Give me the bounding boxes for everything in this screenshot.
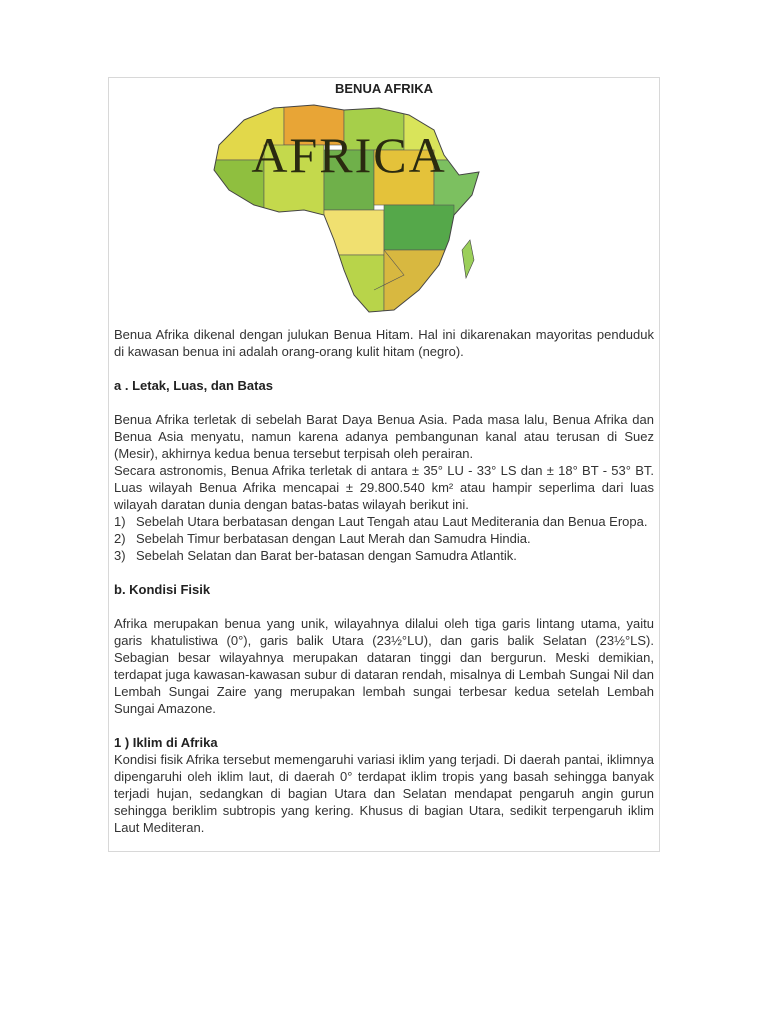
section-b-paragraph: Afrika merupakan benua yang unik, wilayahnya dilalui oleh tiga garis lintang utama, yaitu garis khatulistiwa (0°), garis balik Utara (23½°LU), dan garis balik Selatan (23½°LS). Sebagian besar wilayahnya merupakan dataran tinggi dan bergurun. Meski demikian, terdapat juga kawasan-kawasan subur di dataran rendah, misalnya di Lembah Sungai Nil dan Lembah Sungai Zaire yang merupakan lembah sungai terbesar kedua setelah Lembah Sungai Amazone. <box>114 616 654 716</box>
list-number: 1) <box>114 514 126 529</box>
section-1-heading: 1 ) Iklim di Afrika <box>114 735 218 750</box>
list-number: 2) <box>114 531 126 546</box>
document-page <box>108 77 660 852</box>
list-number: 3) <box>114 548 126 563</box>
section-1-paragraph: Kondisi fisik Afrika tersebut memengaruhi variasi iklim yang terjadi. Di daerah pantai, iklimnya dipengaruhi oleh iklim laut, di daerah 0° terdapat iklim tropis yang basah sehingga banyak terjadi hujan, sedangkan di bagian Utara dan Selatan mendapat pengaruh angin gurun sehingga beriklim subtropis yang kering. Khusus di bagian Utara, sedikit terpengaruh iklim Laut Mediteran. <box>114 752 654 835</box>
page-title: BENUA AFRIKA <box>335 81 433 96</box>
section-b-heading: b. Kondisi Fisik <box>114 582 211 597</box>
list-text: Sebelah Timur berbatasan dengan Laut Merah dan Samudra Hindia. <box>136 531 531 546</box>
section-a-paragraph-2: Secara astronomis, Benua Afrika terletak di antara ± 35° LU - 33° LS dan ± 18° BT - 53° BT. Luas wilayah Benua Afrika mencapai ± 29.800.540 km² atau hampir seperlima dari luas wilayah daratan dunia dengan batas-batas wilayah berikut ini. <box>114 463 654 512</box>
list-text: Sebelah Selatan dan Barat ber-batasan dengan Samudra Atlantik. <box>136 548 517 563</box>
africa-map-image <box>204 100 494 320</box>
section-a-paragraph-1: Benua Afrika terletak di sebelah Barat Daya Benua Asia. Pada masa lalu, Benua Afrika dan Benua Asia menyatu, namun karena adanya pembangunan kanal atau terusan di Suez (Mesir), akhirnya kedua benua tersebut terpisah oleh perairan. <box>114 412 654 461</box>
map-label: AFRICA <box>251 127 447 183</box>
section-a-heading: a . Letak, Luas, dan Batas <box>114 378 273 393</box>
borders-list <box>114 513 654 564</box>
list-item <box>114 547 654 564</box>
list-item <box>114 513 654 530</box>
list-text: Sebelah Utara berbatasan dengan Laut Tengah atau Laut Mediterania dan Benua Eropa. <box>136 514 648 529</box>
list-item <box>114 530 654 547</box>
intro-paragraph: Benua Afrika dikenal dengan julukan Benua Hitam. Hal ini dikarenakan mayoritas penduduk di kawasan benua ini adalah orang-orang kulit hitam (negro). <box>114 327 654 359</box>
document-body <box>114 326 654 836</box>
